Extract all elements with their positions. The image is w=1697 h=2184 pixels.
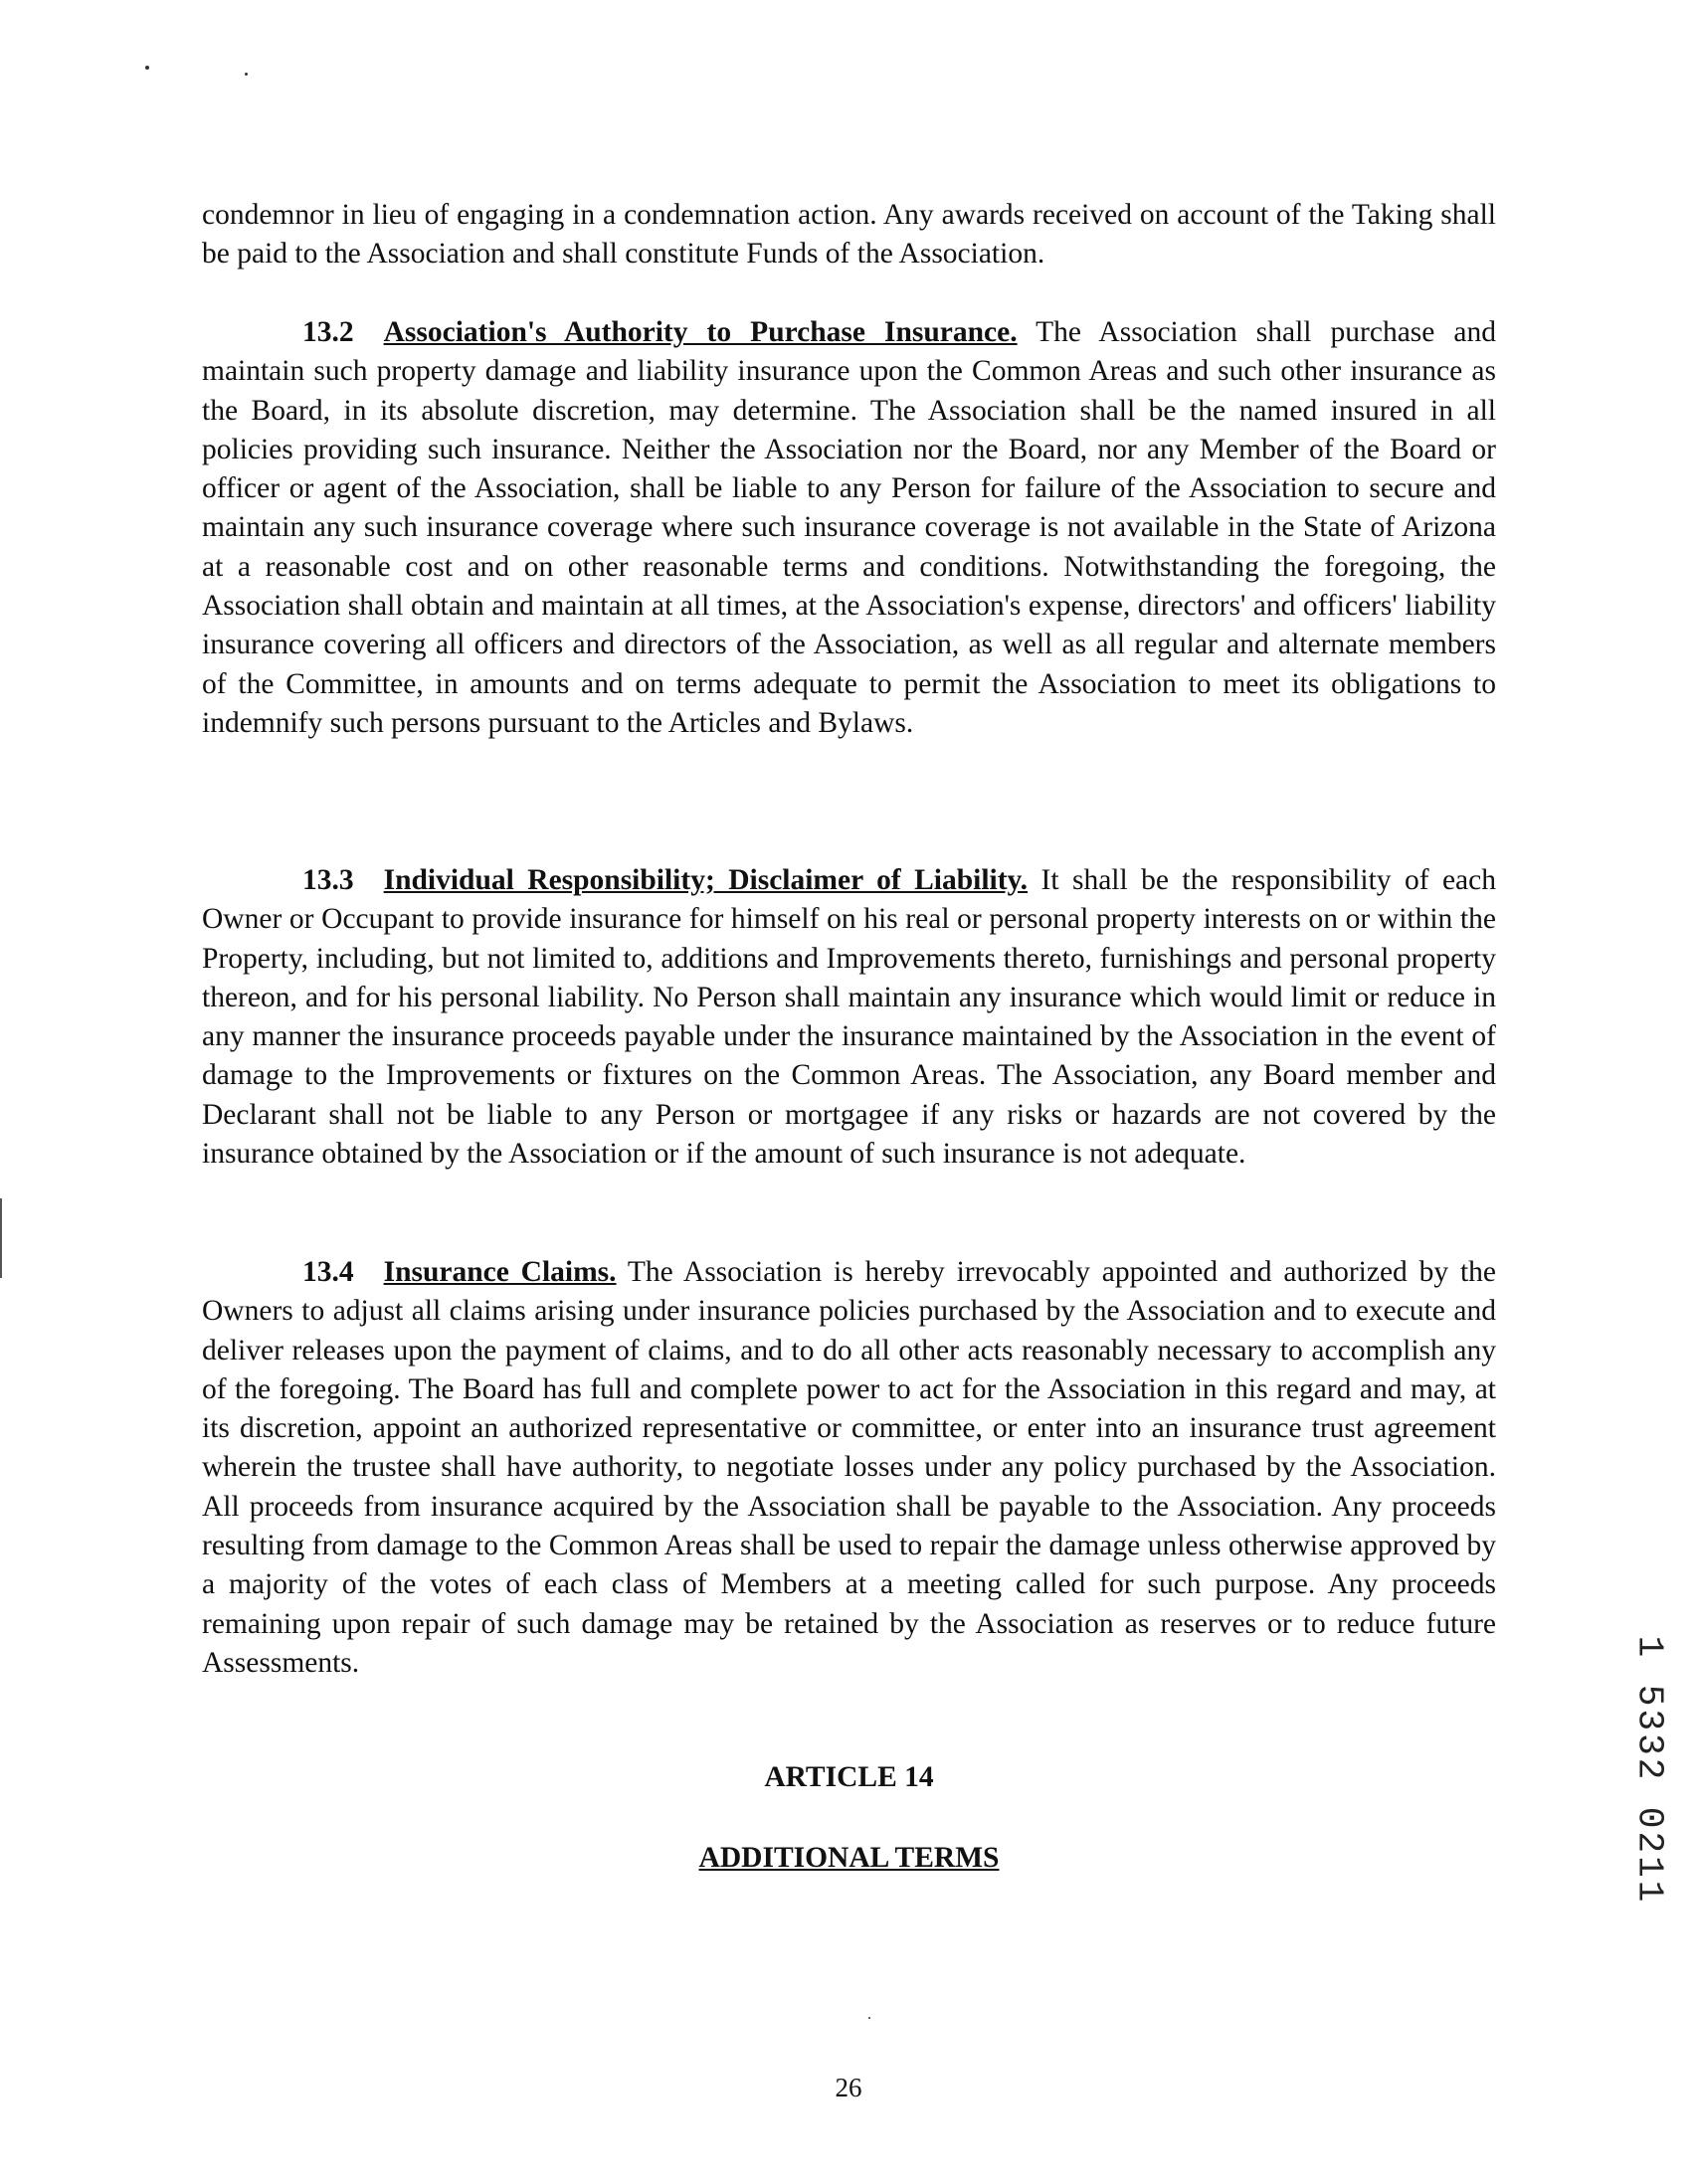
section-13-3 bbox=[202, 861, 1496, 1174]
continuation-block bbox=[202, 196, 1496, 274]
article-title: ADDITIONAL TERMS bbox=[698, 1842, 1000, 1874]
section-title: Individual Responsibility; Disclaimer of Liability. bbox=[383, 864, 1029, 896]
scan-speck bbox=[868, 2017, 870, 2019]
section-title: Association's Authority to Purchase Insurance. bbox=[383, 316, 1018, 348]
section-13-4 bbox=[202, 1253, 1496, 1683]
section-number: 13.2 bbox=[302, 316, 354, 348]
scan-speck bbox=[245, 73, 248, 76]
section-13-2 bbox=[202, 313, 1496, 743]
section-title: Insurance Claims. bbox=[383, 1256, 617, 1288]
section-body: It shall be the responsibility of each Owner or Occupant to provide insurance for himself on his real or personal property interests on or within the Property, including, but not limited to, additions and Improvements thereto, furnishings and personal property thereon, and for his personal liability. No Person shall maintain any insurance which would limit or reduce in any manner the insurance proceeds payable under the insurance maintained by the Association in the event of damage to the Improvements or fixtures on the Common Areas. The Association, any Board member and Declarant shall not be liable to any Person or mortgagee if any risks or hazards are not covered by the insurance obtained by the Association or if the amount of such insurance is not adequate. bbox=[202, 864, 1496, 1171]
section-body: The Association shall purchase and maintain such property damage and liability insurance upon the Common Areas and such other insurance as the Board, in its absolute discretion, may determine. The Association shall be the named insured in all policies providing such insurance. Neither the Association nor the Board, nor any Member of the Board or officer or agent of the Association, shall be liable to any Person for failure of the Association to secure and maintain any such insurance coverage where such insurance coverage is not available in the State of Arizona at a reasonable cost and on other reasonable terms and conditions. Notwithstanding the foregoing, the Association shall obtain and maintain at all times, at the Association's expense, directors' and officers' liability insurance covering all officers and directors of the Association, as well as all regular and alternate members of the Committee, in amounts and on terms adequate to permit the Association to meet its obligations to indemnify such persons pursuant to the Articles and Bylaws. bbox=[202, 316, 1496, 739]
section-number: 13.3 bbox=[302, 864, 354, 896]
article-label: ARTICLE 14 bbox=[764, 1761, 934, 1793]
scan-speck bbox=[145, 66, 149, 70]
page-number: 26 bbox=[835, 2073, 862, 2102]
section-paragraph bbox=[202, 861, 1496, 1174]
continuation-paragraph: condemnor in lieu of engaging in a condemnation action. Any awards received on account of the Taking shall be paid to the Association and shall constitute Funds of the Association. bbox=[202, 199, 1496, 271]
section-number: 13.4 bbox=[302, 1256, 354, 1288]
scan-edge-mark bbox=[0, 1198, 2, 1278]
recording-stamp: 1 5332 0211 bbox=[1628, 1635, 1670, 1906]
section-paragraph bbox=[202, 313, 1496, 743]
section-paragraph bbox=[202, 1253, 1496, 1683]
section-body: The Association is hereby irrevocably appointed and authorized by the Owners to adjust all claims arising under insurance policies purchased by the Association and to execute and deliver releases upon the payment of claims, and to do all other acts reasonably necessary to accomplish any of the foregoing. The Board has full and complete power to act for the Association in this regard and may, at its discretion, appoint an authorized representative or committee, or enter into an insurance trust agreement wherein the trustee shall have authority, to negotiate losses under any policy purchased by the Association. All proceeds from insurance acquired by the Association shall be payable to the Association. Any proceeds resulting from damage to the Common Areas shall be used to repair the damage unless otherwise approved by a majority of the votes of each class of Members at a meeting called for such purpose. Any proceeds remaining upon repair of such damage may be retained by the Association as reserves or to reduce future Assessments. bbox=[202, 1256, 1496, 1679]
